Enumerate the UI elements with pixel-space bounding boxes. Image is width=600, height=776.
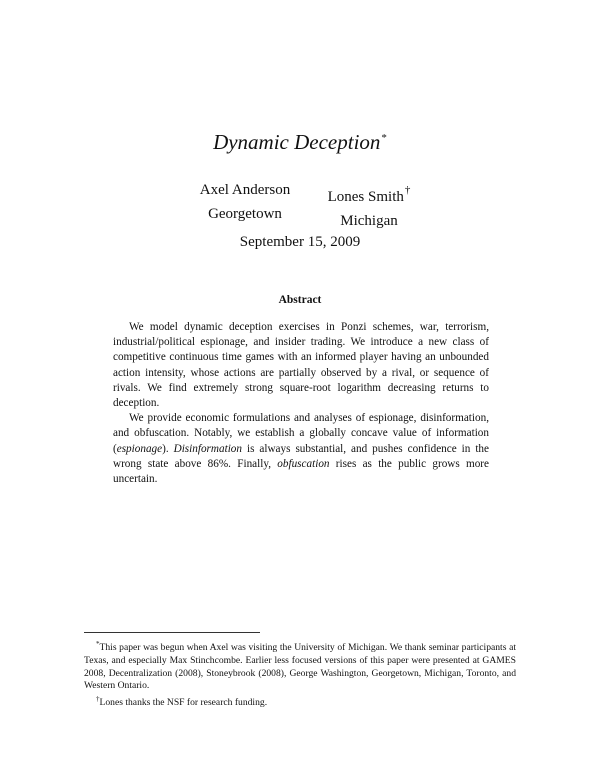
abstract-heading: Abstract (278, 294, 322, 306)
footnote-mark: † (96, 695, 100, 704)
term-obfuscation: obfuscation (277, 457, 330, 470)
abstract-paragraph-2: We provide economic formulations and analyses of espionage, disinformation, and obfuscation. Notably, we establish a globally concave value of information (espionage). Disinformation is always substantial, and pushes confidence in the wrong state above 86%. Finally, obfuscation rises as the public grows more uncertain. (113, 412, 490, 486)
author-affiliation: Georgetown (208, 206, 282, 222)
footnote-1 (84, 638, 516, 693)
abstract-paragraph-1: We model dynamic deception exercises in Ponzi schemes, war, terrorism, industrial/political espionage, and insider trading. We introduce a new class of competitive continuous time games with an informed player having an unbounded action intensity, whose actions are partially observed by a rival, or sequence of rivals. We find extremely strong square-root logarithm decreasing returns to deception. (113, 321, 489, 410)
abstract-body (113, 320, 489, 487)
paper-date: September 15, 2009 (239, 234, 361, 250)
term-espionage: espionage (116, 442, 163, 455)
footnote-2 (84, 693, 516, 710)
title-footnote-mark: * (381, 132, 387, 144)
author-smith (314, 178, 424, 233)
footnote-text: This paper was begun when Axel was visiting the University of Michigan. We thank seminar participants at Texas, and especially Max Stinchcombe. Earlier less focused versions of this paper were presented at GAMES 2008, Decentralization (2008), Stoneybrook (2008), George Washington, Georgetown, Michigan, Toronto, and Western Ontario. (84, 642, 516, 692)
title-text: Dynamic Deception (213, 130, 381, 154)
author-affiliation: Michigan (340, 213, 398, 229)
paper-title (0, 130, 600, 155)
footnotes (84, 638, 516, 710)
author-footnote-mark: † (404, 184, 411, 196)
term-disinformation: Disinformation (173, 442, 242, 455)
author-name: Axel Anderson (199, 182, 291, 198)
author-name: Lones Smith† (327, 184, 411, 205)
footnote-mark: * (96, 640, 100, 648)
author-anderson (190, 178, 300, 226)
footnote-text: Lones thanks the NSF for research funding. (99, 697, 268, 709)
footnote-divider (84, 632, 260, 633)
